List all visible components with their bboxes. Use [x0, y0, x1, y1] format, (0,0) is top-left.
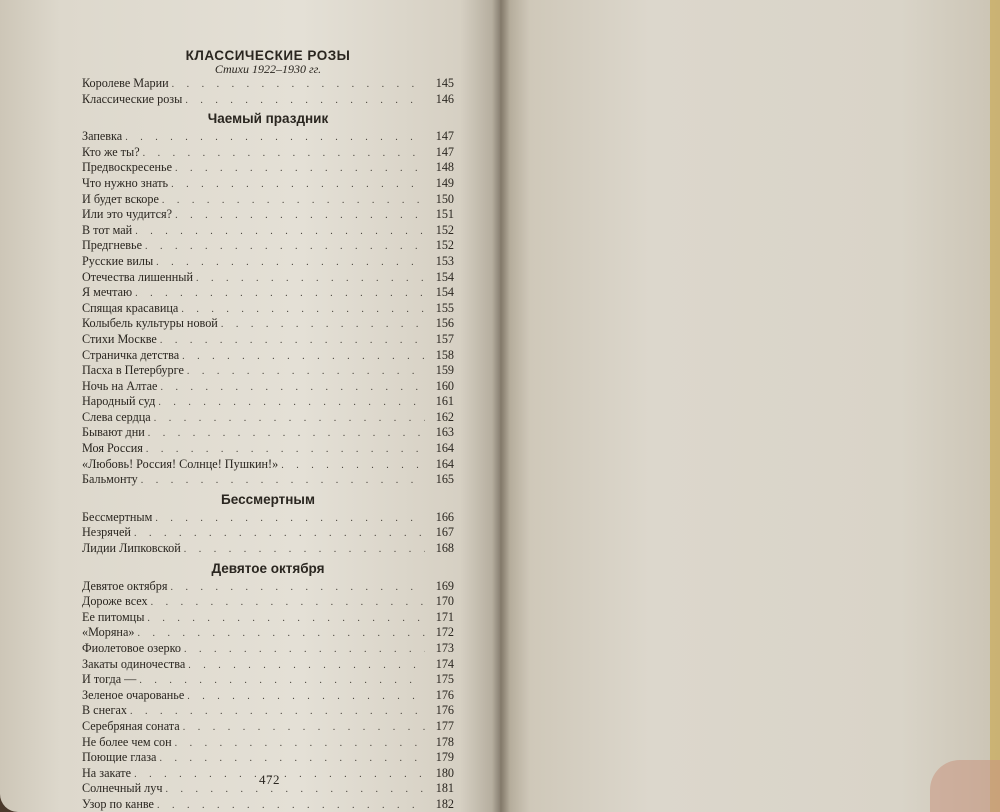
- entry-page-number: 159: [435, 363, 454, 378]
- toc-entry: [82, 625, 454, 641]
- toc-entry: [82, 363, 454, 379]
- entry-title: Запевка: [82, 129, 123, 144]
- entry-title: Зеленое очарованье: [82, 687, 185, 702]
- entry-page-number: 152: [435, 238, 454, 253]
- entry-title: Или это чудится?: [82, 207, 173, 222]
- section-title: Бессмертным: [221, 491, 315, 507]
- entry-title: Предгневье: [82, 238, 142, 253]
- entry-title: Я мечтаю: [82, 285, 133, 300]
- entry-title: Солнечный луч: [82, 781, 163, 796]
- dot-leader: [157, 798, 425, 812]
- dot-leader: [188, 658, 425, 674]
- entry-title: Отечества лишенный: [82, 269, 194, 284]
- entry-title: В снегах: [82, 703, 128, 718]
- dot-leader: [196, 271, 425, 287]
- entry-title: И тогда —: [82, 672, 137, 687]
- toc-entry: [82, 719, 454, 735]
- dot-leader: [187, 364, 425, 380]
- entry-page-number: 177: [435, 718, 454, 733]
- toc-entry: [82, 657, 454, 673]
- toc-entry: [82, 688, 454, 704]
- entry-title: Колыбель культуры новой: [82, 316, 218, 331]
- toc-entry: [82, 541, 454, 557]
- dot-leader: [221, 317, 425, 333]
- entry-title: Моя Россия: [82, 441, 143, 456]
- entry-page-number: 182: [435, 796, 454, 811]
- entry-title: Девятое октября: [82, 578, 168, 593]
- dot-leader: [146, 442, 425, 458]
- toc-entry: [82, 207, 454, 223]
- dot-leader: [170, 580, 425, 596]
- entry-title: Серебряная соната: [82, 718, 180, 733]
- toc-entry: [82, 750, 454, 766]
- entry-page-number: 157: [435, 331, 454, 346]
- entry-title: Ночь на Алтае: [82, 378, 158, 393]
- toc-entry: [82, 510, 454, 526]
- entry-page-number: 176: [435, 703, 454, 718]
- entry-title: Спящая красавица: [82, 300, 179, 315]
- toc-entry: [82, 92, 454, 108]
- toc-entry: [82, 176, 454, 192]
- dot-leader: [155, 511, 425, 527]
- entry-title: Слева сердца: [82, 409, 151, 424]
- book-spine: [492, 0, 510, 812]
- dot-leader: [184, 642, 425, 658]
- toc-entry: [82, 192, 454, 208]
- entry-title: На закате: [82, 765, 132, 780]
- entry-page-number: 161: [435, 394, 454, 409]
- dot-leader: [182, 349, 425, 365]
- dot-leader: [143, 146, 425, 162]
- entry-title: «Моряна»: [82, 625, 135, 640]
- entry-title: Бальмонту: [82, 472, 138, 487]
- entry-title: Русские вилы: [82, 253, 154, 268]
- entry-page-number: 164: [435, 441, 454, 456]
- toc-entry: [82, 270, 454, 286]
- dot-leader: [166, 782, 426, 798]
- toc-entry: [82, 641, 454, 657]
- section-title: Девятое октября: [211, 560, 325, 576]
- entry-title: Закаты одиночества: [82, 656, 186, 671]
- page-number-left: 472: [259, 772, 280, 787]
- entry-title: И будет вскоре: [82, 191, 159, 206]
- toc-entry: [82, 316, 454, 332]
- dot-leader: [159, 751, 425, 767]
- entry-page-number: 181: [435, 781, 454, 796]
- entry-title: Королеве Марии: [82, 76, 169, 90]
- dot-leader: [145, 239, 425, 255]
- toc-entry: [82, 76, 454, 92]
- toc-entry: [82, 379, 454, 395]
- section-title: Чаемый праздник: [207, 111, 329, 127]
- toc-entry: [82, 145, 454, 161]
- dot-leader: [175, 736, 425, 752]
- dot-leader: [141, 473, 425, 489]
- dot-leader: [151, 595, 425, 611]
- toc-entry: [82, 797, 454, 812]
- toc-entry: [82, 703, 454, 719]
- dot-leader: [125, 130, 425, 146]
- right-page: [500, 0, 1000, 812]
- entry-page-number: 145: [435, 76, 454, 90]
- entry-title: Классические розы: [82, 91, 183, 106]
- dot-leader: [162, 193, 425, 209]
- entry-page-number: 171: [435, 609, 454, 624]
- dot-leader: [172, 77, 425, 93]
- entry-title: Узор по канве: [82, 796, 154, 811]
- finger-shadow: [930, 760, 1000, 812]
- toc-entry: [82, 129, 454, 145]
- entry-title: Кто же ты?: [82, 144, 140, 159]
- entry-title: Лидии Липковской: [82, 541, 181, 556]
- entry-page-number: 154: [435, 285, 454, 300]
- toc-entry: [82, 610, 454, 626]
- entry-title: «Любовь! Россия! Солнце! Пушкин!»: [82, 456, 279, 471]
- entry-page-number: 176: [435, 687, 454, 702]
- entry-title: Дороже всех: [82, 594, 148, 609]
- entry-page-number: 173: [435, 641, 454, 655]
- dot-leader: [135, 224, 425, 240]
- dot-leader: [137, 626, 425, 642]
- entry-page-number: 166: [435, 509, 454, 524]
- dot-leader: [139, 673, 425, 689]
- toc-entry: [82, 332, 454, 348]
- entry-page-number: 155: [435, 300, 454, 315]
- entry-page-number: 178: [435, 734, 454, 749]
- entry-page-number: 168: [435, 541, 454, 556]
- dot-leader: [130, 704, 425, 720]
- entry-title: Стихи Москве: [82, 331, 157, 346]
- entry-title: Народный суд: [82, 394, 156, 409]
- entry-page-number: 165: [435, 472, 454, 487]
- dot-leader: [171, 177, 425, 193]
- entry-title: Бессмертным: [82, 509, 153, 524]
- entry-page-number: 162: [435, 409, 454, 424]
- entry-page-number: 158: [435, 347, 454, 362]
- entry-page-number: 160: [435, 378, 454, 393]
- toc-entry: [82, 579, 454, 595]
- toc-entry: [82, 285, 454, 301]
- entry-page-number: 146: [435, 91, 454, 106]
- entry-title: Поющие глаза: [82, 750, 157, 765]
- entry-title: Фиолетовое озерко: [82, 641, 182, 655]
- entry-page-number: 172: [435, 625, 454, 640]
- entry-page-number: 147: [435, 129, 454, 144]
- dot-leader: [134, 526, 425, 542]
- entry-page-number: 154: [435, 269, 454, 284]
- dot-leader: [183, 720, 425, 736]
- dot-leader: [135, 286, 425, 302]
- entry-page-number: 163: [435, 425, 454, 440]
- entry-page-number: 164: [435, 456, 454, 471]
- entry-title: Не более чем сон: [82, 734, 172, 749]
- dot-leader: [185, 93, 425, 109]
- entry-page-number: 167: [435, 525, 454, 540]
- toc-entry: [82, 160, 454, 176]
- dot-leader: [187, 689, 425, 705]
- entry-title: Что нужно знать: [82, 175, 169, 190]
- entry-title: Пасха в Петербурге: [82, 363, 184, 378]
- dot-leader: [156, 255, 425, 271]
- entry-page-number: 153: [435, 253, 454, 268]
- dot-leader: [281, 458, 425, 474]
- dot-leader: [154, 411, 425, 427]
- entry-page-number: 169: [435, 578, 454, 593]
- entry-page-number: 149: [435, 175, 454, 190]
- dot-leader: [184, 542, 425, 558]
- entry-title: Ее питомцы: [82, 609, 145, 624]
- dot-leader: [158, 395, 425, 411]
- toc-column-left: [82, 44, 454, 812]
- toc-entry: [82, 525, 454, 541]
- toc-entry: [82, 254, 454, 270]
- entry-page-number: 170: [435, 594, 454, 609]
- entry-page-number: 147: [435, 144, 454, 159]
- section-title: КЛАССИЧЕСКИЕ РОЗЫ: [185, 48, 351, 63]
- toc-entry: [82, 735, 454, 751]
- entry-page-number: 150: [435, 191, 454, 206]
- dot-leader: [160, 333, 425, 349]
- toc-entry: [82, 394, 454, 410]
- toc-entry: [82, 594, 454, 610]
- toc-entry: [82, 410, 454, 426]
- entry-page-number: 148: [435, 160, 454, 175]
- entry-page-number: 156: [435, 316, 454, 331]
- dot-leader: [160, 380, 425, 396]
- toc-entry: [82, 425, 454, 441]
- toc-entry: [82, 348, 454, 364]
- entry-page-number: 175: [435, 672, 454, 687]
- entry-title: В тот май: [82, 222, 133, 237]
- section-subtitle: Стихи 1922–1930 гг.: [214, 62, 322, 76]
- toc-entry: [82, 672, 454, 688]
- page-edge: [990, 0, 1000, 812]
- dot-leader: [181, 302, 425, 318]
- toc-entry: [82, 223, 454, 239]
- entry-page-number: 152: [435, 222, 454, 237]
- entry-page-number: 174: [435, 656, 454, 671]
- dot-leader: [147, 611, 425, 627]
- entry-page-number: 179: [435, 750, 454, 765]
- entry-page-number: 180: [435, 765, 454, 780]
- toc-entry: [82, 472, 454, 488]
- entry-title: Бывают дни: [82, 425, 145, 440]
- entry-page-number: 151: [435, 207, 454, 222]
- toc-entry: [82, 301, 454, 317]
- dot-leader: [148, 426, 425, 442]
- entry-title: Предвоскресенье: [82, 160, 173, 175]
- dot-leader: [175, 208, 425, 224]
- toc-entry: [82, 238, 454, 254]
- entry-title: Страничка детства: [82, 347, 180, 362]
- toc-entry: [82, 441, 454, 457]
- toc-entry: [82, 457, 454, 473]
- dot-leader: [175, 161, 425, 177]
- entry-title: Незрячей: [82, 525, 131, 540]
